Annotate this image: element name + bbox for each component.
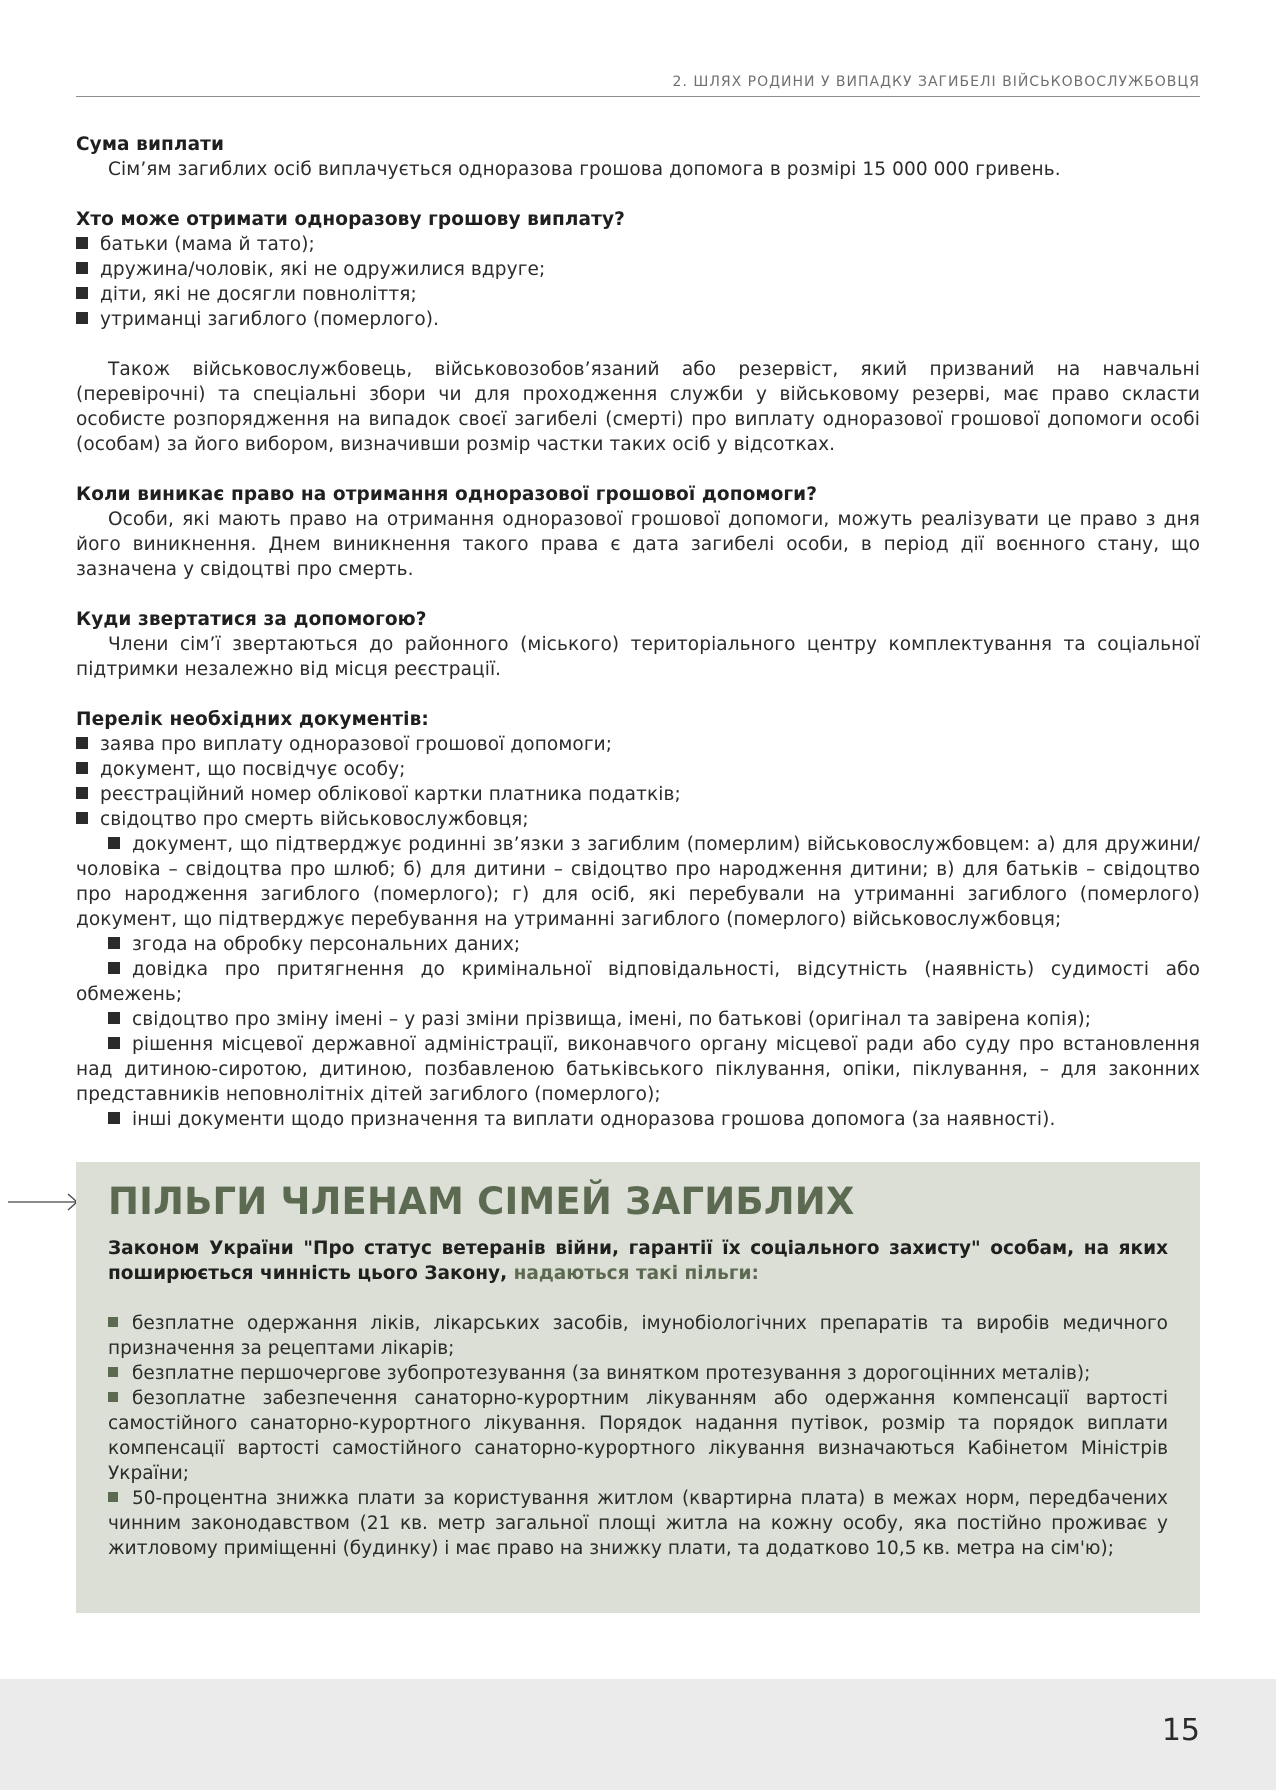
- bullet-icon: [76, 287, 88, 299]
- bullet-icon: [76, 787, 88, 799]
- bullet-icon: [76, 762, 88, 774]
- list-item: безплатне першочергове зубопротезування (за винятком протезування з дорогоцінних металів);: [108, 1361, 1168, 1386]
- page-number: 15: [1161, 1713, 1200, 1748]
- list-item: документ, що підтверджує родинні зв’язки з загиблим (померлим) військовослужбовцем: а) для дружини/чоловіка – свідоцтва про шлюб; б) для дитини – свідоцтво про народження дитини; в) для батьків – свідоцтво про народження загиблого (померлого); г) для осіб, які перебували на утриманні загиблого (померлого) документ, що підтверджує перебування на утриманні загиблого (померлого) військовослужбовця;: [76, 834, 1200, 930]
- list-item: безплатне одержання ліків, лікарських засобів, імунобіологічних препаратів та виробів медичного призначення за рецептами лікарів;: [108, 1313, 1168, 1359]
- disposition-text: Також військовослужбовець, військовозобов’язаний або резервіст, який призваний на навчальні (перевірочні) та спеціальні збори чи для проходження служби у військовому резерві, має право скласти особисте розпорядження на випадок своєї загибелі (смерті) про виплату одноразової грошової допомоги особі (особам) за його вибором, визначивши розмір частки таких осіб у відсотках.: [76, 359, 1200, 455]
- bullet-icon: [108, 1492, 118, 1502]
- bullet-icon: [108, 1317, 118, 1327]
- eligible-heading: Хто може отримати одноразову грошову виплату?: [76, 209, 625, 230]
- footer: [0, 1679, 1276, 1790]
- arrow-right-icon: [8, 1190, 80, 1214]
- where-to-apply-heading: Куди звертатися за допомогою?: [76, 609, 427, 630]
- list-item: батьки (мама й тато);: [76, 232, 1200, 257]
- benefits-body: [108, 1236, 1168, 1561]
- list-item: свідоцтво про зміну імені – у разі зміни прізвища, імені, по батькові (оригінал та завірена копія);: [76, 1007, 1200, 1032]
- right-arises-heading: Коли виникає право на отримання одноразової грошової допомоги?: [76, 484, 818, 505]
- list-item: реєстраційний номер облікової картки платника податків;: [76, 782, 1200, 807]
- right-arises-text: Особи, які мають право на отримання одноразової грошової допомоги, можуть реалізувати це право з дня його виникнення. Днем виникнення такого права є дата загибелі особи, в період дії воєнного стану, що зазначена у свідоцтві про смерть.: [76, 509, 1200, 580]
- where-to-apply-text: Члени сім’ї звертаються до районного (міського) територіального центру комплектування та соціальної підтримки незалежно від місця реєстрації.: [76, 634, 1200, 680]
- documents-heading: Перелік необхідних документів:: [76, 709, 429, 730]
- bullet-icon: [76, 312, 88, 324]
- bullet-icon: [76, 237, 88, 249]
- bullet-icon: [108, 1112, 120, 1124]
- list-item: дружина/чоловік, які не одружилися вдруге;: [76, 257, 1200, 282]
- list-item: безоплатне забезпечення санаторно-курортним лікуванням або одержання компенсації вартості самостійного санаторно-курортного лікування. Порядок надання путівок, розмір та порядок виплати компенсації вартості самостійного санаторно-курортного лікування визначаються Кабінетом Міністрів України;: [108, 1388, 1168, 1484]
- bullet-icon: [108, 962, 120, 974]
- bullet-icon: [108, 837, 120, 849]
- list-item: утриманці загиблого (померлого).: [76, 307, 1200, 332]
- list-item: документ, що посвідчує особу;: [76, 757, 1200, 782]
- payment-heading: Сума виплати: [76, 134, 225, 155]
- bullet-icon: [108, 1392, 118, 1402]
- benefits-panel: [76, 1162, 1200, 1613]
- benefits-intro: Законом України "Про статус ветеранів війни, гарантії їх соціального захисту" особам, на яких поширюється чинність цього Закону, надаються такі пільги:: [108, 1238, 1168, 1284]
- bullet-icon: [108, 1367, 118, 1377]
- list-item: рішення місцевої державної адміністрації, виконавчого органу місцевої ради або суду про встановлення над дитиною-сиротою, дитиною, позбавленою батьківського піклування, опіки, піклування, – для законних представників неповнолітніх дітей загиблого (померлого);: [76, 1034, 1200, 1105]
- bullet-icon: [108, 1037, 120, 1049]
- list-item: діти, які не досягли повноліття;: [76, 282, 1200, 307]
- list-item: свідоцтво про смерть військовослужбовця;: [76, 807, 1200, 832]
- bullet-icon: [76, 737, 88, 749]
- benefits-intro-highlight: надаються такі пільги:: [513, 1263, 759, 1284]
- list-item: довідка про притягнення до кримінальної відповідальності, відсутність (наявність) судимості або обмежень;: [76, 959, 1200, 1005]
- list-item: 50-процентна знижка плати за користування житлом (квартирна плата) в межах норм, передбачених чинним законодавством (21 кв. метр загальної площі житла на кожну особу, яка постійно проживає у житловому приміщенні (будинку) і має право на знижку плати, та додатково 10,5 кв. метра на сім'ю);: [108, 1488, 1168, 1559]
- bullet-icon: [76, 262, 88, 274]
- running-header: 2. ШЛЯХ РОДИНИ У ВИПАДКУ ЗАГИБЕЛІ ВІЙСЬКОВОСЛУЖБОВЦЯ: [76, 74, 1200, 97]
- bullet-icon: [76, 812, 88, 824]
- list-item: заява про виплату одноразової грошової допомоги;: [76, 732, 1200, 757]
- bullet-icon: [108, 1012, 120, 1024]
- list-item: інші документи щодо призначення та виплати одноразова грошова допомога (за наявності).: [76, 1107, 1200, 1132]
- main-content: [76, 132, 1200, 1132]
- benefits-title: ПІЛЬГИ ЧЛЕНАМ СІМЕЙ ЗАГИБЛИХ: [108, 1180, 855, 1223]
- bullet-icon: [108, 937, 120, 949]
- list-item: згода на обробку персональних даних;: [76, 932, 1200, 957]
- payment-text: Сім’ям загиблих осіб виплачується одноразова грошова допомога в розмірі 15 000 000 гривень.: [108, 159, 1061, 180]
